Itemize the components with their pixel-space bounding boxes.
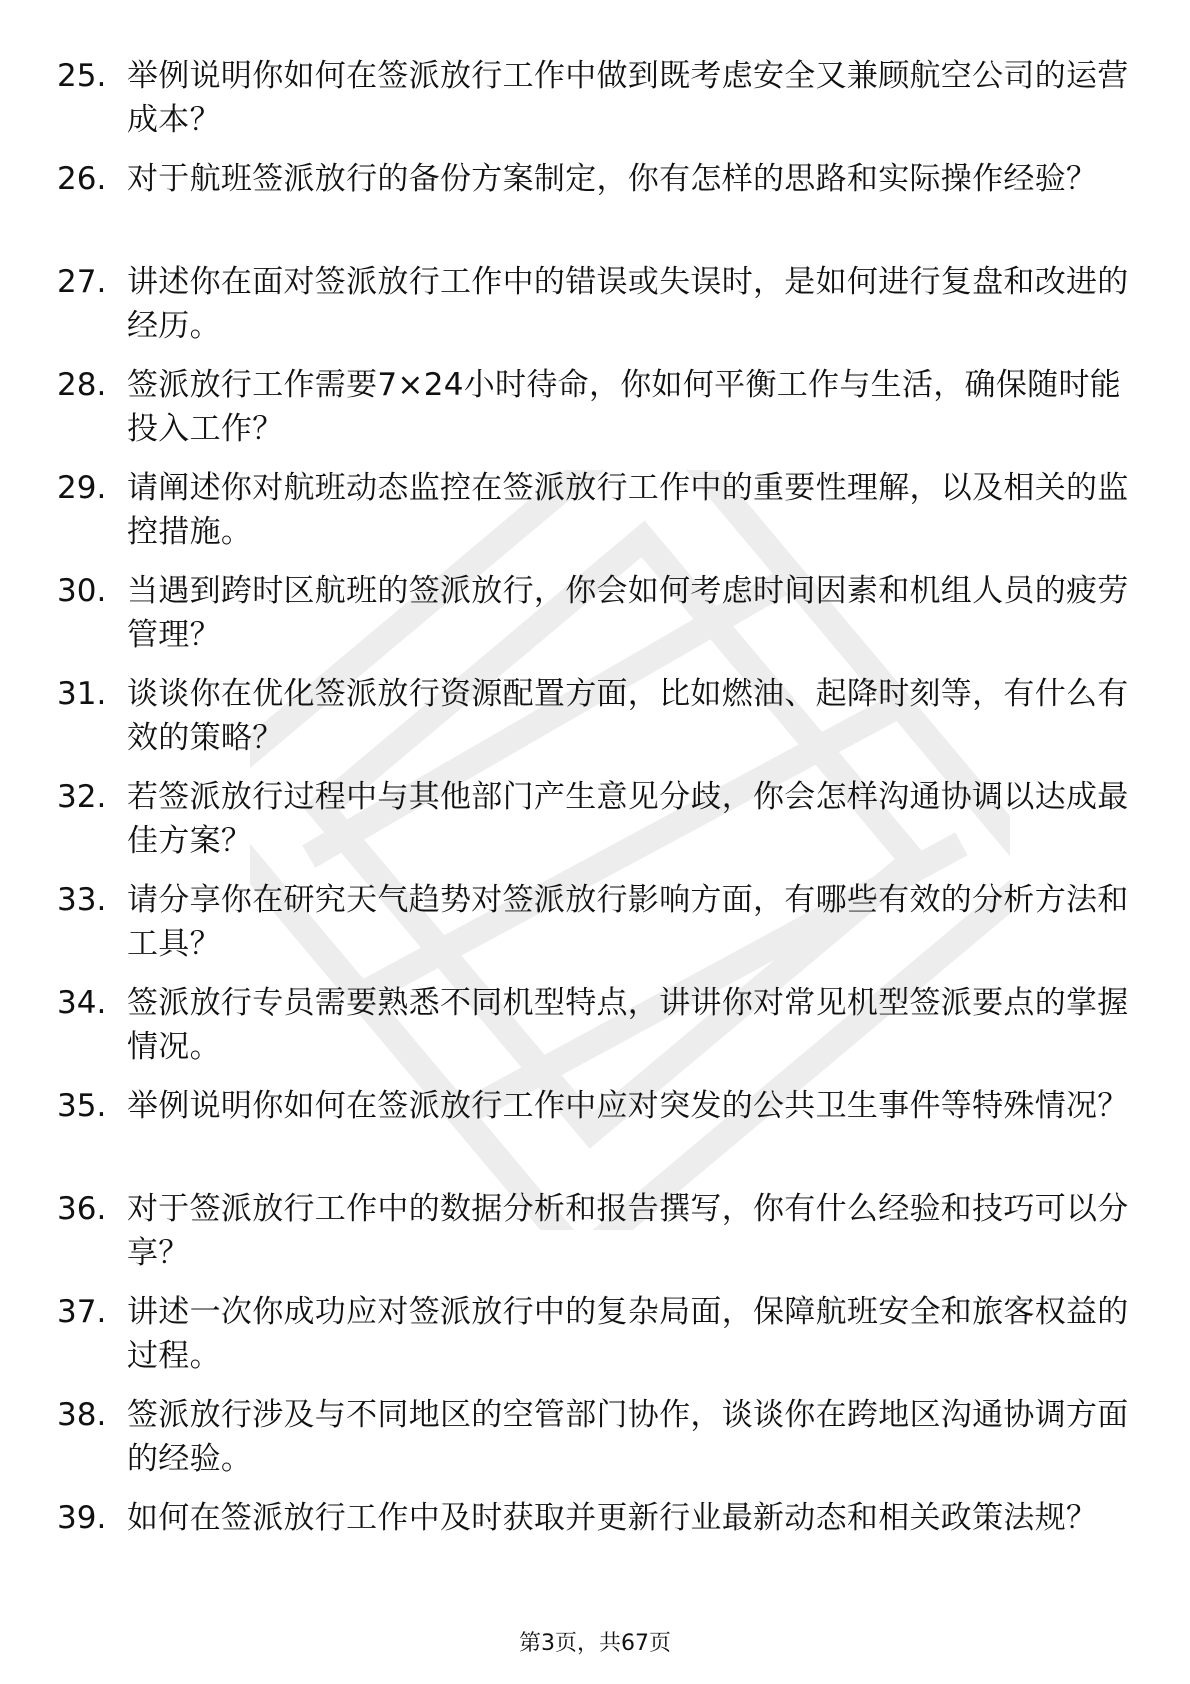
question-number: 36. (57, 1191, 107, 1227)
question-number: 31. (57, 676, 107, 712)
question-item (57, 363, 1132, 466)
question-number: 27. (57, 264, 107, 300)
question-item (57, 157, 1132, 260)
question-item (57, 260, 1132, 363)
question-number: 26. (57, 161, 107, 197)
question-text: 当遇到跨时区航班的签派放行，你会如何考虑时间因素和机组人员的疲劳管理？ (127, 573, 1129, 653)
question-number: 30. (57, 573, 107, 609)
page-number-footer: 第3页，共67页 (519, 1631, 671, 1656)
question-number: 35. (57, 1088, 107, 1124)
question-text: 举例说明你如何在签派放行工作中应对突发的公共卫生事件等特殊情况？ (127, 1088, 1129, 1124)
question-number: 39. (57, 1500, 107, 1536)
question-text: 请阐述你对航班动态监控在签派放行工作中的重要性理解，以及相关的监控措施。 (127, 470, 1129, 550)
question-text: 签派放行涉及与不同地区的空管部门协作，谈谈你在跨地区沟通协调方面的经验。 (127, 1397, 1129, 1477)
question-text: 讲述一次你成功应对签派放行中的复杂局面，保障航班安全和旅客权益的过程。 (127, 1294, 1129, 1374)
question-number: 38. (57, 1397, 107, 1433)
question-number: 34. (57, 985, 107, 1021)
question-text: 若签派放行过程中与其他部门产生意见分歧，你会怎样沟通协调以达成最佳方案？ (127, 779, 1129, 859)
question-number: 28. (57, 367, 107, 403)
question-text: 签派放行专员需要熟悉不同机型特点，讲讲你对常见机型签派要点的掌握情况。 (127, 985, 1129, 1065)
question-text: 谈谈你在优化签派放行资源配置方面，比如燃油、起降时刻等，有什么有效的策略？ (127, 676, 1129, 756)
question-number: 37. (57, 1294, 107, 1330)
question-list (57, 54, 1132, 1599)
question-text: 签派放行工作需要7×24小时待命，你如何平衡工作与生活，确保随时能投入工作？ (127, 367, 1122, 447)
question-item (57, 1187, 1132, 1290)
question-text: 举例说明你如何在签派放行工作中做到既考虑安全又兼顾航空公司的运营成本？ (127, 58, 1129, 138)
question-text: 如何在签派放行工作中及时获取并更新行业最新动态和相关政策法规？ (127, 1500, 1098, 1536)
question-number: 32. (57, 779, 107, 815)
question-text: 对于航班签派放行的备份方案制定，你有怎样的思路和实际操作经验？ (127, 161, 1098, 197)
question-text: 对于签派放行工作中的数据分析和报告撰写，你有什么经验和技巧可以分享？ (127, 1191, 1129, 1271)
question-item (57, 569, 1132, 672)
question-number: 25. (57, 58, 107, 94)
question-item (57, 878, 1132, 981)
question-item (57, 775, 1132, 878)
question-number: 33. (57, 882, 107, 918)
question-item (57, 1290, 1132, 1393)
question-item (57, 1496, 1132, 1599)
question-item (57, 1084, 1132, 1187)
question-text: 请分享你在研究天气趋势对签派放行影响方面，有哪些有效的分析方法和工具？ (127, 882, 1129, 962)
question-item (57, 672, 1132, 775)
question-text: 讲述你在面对签派放行工作中的错误或失误时，是如何进行复盘和改进的经历。 (127, 264, 1129, 344)
question-item (57, 54, 1132, 157)
question-item (57, 466, 1132, 569)
question-item (57, 1393, 1132, 1496)
question-item (57, 981, 1132, 1084)
question-number: 29. (57, 470, 107, 506)
